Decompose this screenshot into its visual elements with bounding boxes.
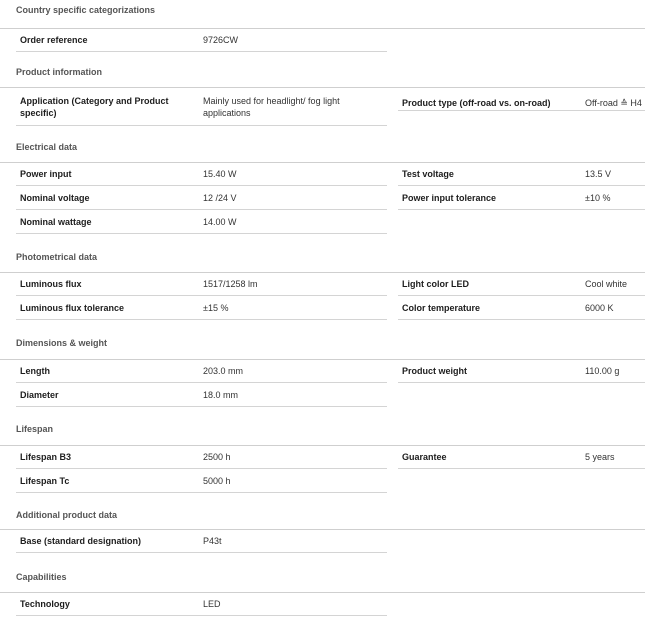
spec-label: Lifespan B3: [20, 452, 72, 462]
section-photometrical-data: [0, 247, 645, 323]
section-electrical-data: [0, 137, 645, 237]
spec-label: Luminous flux: [20, 279, 82, 289]
spec-label: Color temperature: [402, 303, 481, 313]
spec-row: [16, 446, 387, 469]
spec-row: [398, 297, 645, 320]
spec-row: [398, 446, 645, 469]
spec-row: [16, 530, 387, 553]
spec-value: 18.0 mm: [203, 390, 239, 400]
spec-label: Length: [20, 366, 50, 376]
section-capabilities: [0, 567, 645, 619]
spec-row: [16, 360, 387, 383]
spec-label: Technology: [20, 599, 70, 609]
spec-value: 5000 h: [203, 476, 231, 486]
section-dimensions-weight: [0, 333, 645, 409]
spec-value: 13.5 V: [585, 169, 612, 179]
spec-row: [16, 211, 387, 234]
spec-row: [16, 187, 387, 210]
spec-value: 110.00 g: [585, 366, 620, 376]
spec-label: Product type (off-road vs. on-road): [402, 98, 551, 108]
section-title: Electrical data: [16, 142, 78, 152]
spec-value: 203.0 mm: [203, 366, 244, 376]
spec-row: [16, 163, 387, 186]
spec-value: 5 years: [585, 452, 615, 462]
section-title: Dimensions & weight: [16, 338, 108, 348]
section-additional-product-data: [0, 505, 645, 557]
spec-value: Mainly used for headlight/ fog light applications: [203, 96, 340, 118]
spec-label: Base (standard designation): [20, 536, 142, 546]
spec-label: Product weight: [402, 366, 467, 376]
spec-value: Cool white: [585, 279, 628, 289]
spec-label: Order reference: [20, 35, 88, 45]
spec-row: [398, 273, 645, 296]
spec-value: 12 /24 V: [203, 193, 237, 203]
spec-row: [16, 88, 387, 126]
spec-value: 9726CW: [203, 35, 239, 45]
spec-value: LED: [203, 599, 221, 609]
spec-value: ±10 %: [585, 193, 611, 203]
spec-row: [398, 187, 645, 210]
spec-value: P43t: [203, 536, 222, 546]
section-lifespan: [0, 419, 645, 495]
spec-value: 15.40 W: [203, 169, 237, 179]
spec-row: [398, 88, 645, 111]
spec-label: Luminous flux tolerance: [20, 303, 125, 313]
spec-value: 14.00 W: [203, 217, 237, 227]
section-product-information: [0, 62, 645, 128]
spec-row: [398, 163, 645, 186]
spec-label: Power input: [20, 169, 72, 179]
section-title: Country specific categorizations: [16, 5, 156, 15]
spec-row: [16, 384, 387, 407]
spec-row: [16, 297, 387, 320]
spec-value: Off-road ≙ H4: [585, 98, 642, 108]
spec-label: Diameter: [20, 390, 59, 400]
spec-label: Nominal wattage: [20, 217, 92, 227]
spec-row: [16, 470, 387, 493]
spec-label: Power input tolerance: [402, 193, 497, 203]
spec-label: Light color LED: [402, 279, 469, 289]
spec-row: [16, 593, 387, 616]
spec-row: [398, 360, 645, 383]
spec-row: [16, 29, 387, 52]
section-title: Additional product data: [16, 510, 117, 520]
spec-label: Application (Category and Product specific): [20, 96, 169, 118]
spec-value: 1517/1258 lm: [203, 279, 258, 289]
spec-label: Nominal voltage: [20, 193, 90, 203]
section-title: Photometrical data: [16, 252, 98, 262]
section-title: Product information: [16, 67, 102, 77]
spec-label: Guarantee: [402, 452, 447, 462]
spec-row: [16, 273, 387, 296]
spec-value: 6000 K: [585, 303, 614, 313]
spec-label: Test voltage: [402, 169, 454, 179]
section-title: Capabilities: [16, 572, 67, 582]
spec-value: 2500 h: [203, 452, 231, 462]
section-title: Lifespan: [16, 424, 54, 434]
spec-value: ±15 %: [203, 303, 229, 313]
spec-label: Lifespan Tc: [20, 476, 70, 486]
section-country-categorizations: [0, 0, 645, 52]
